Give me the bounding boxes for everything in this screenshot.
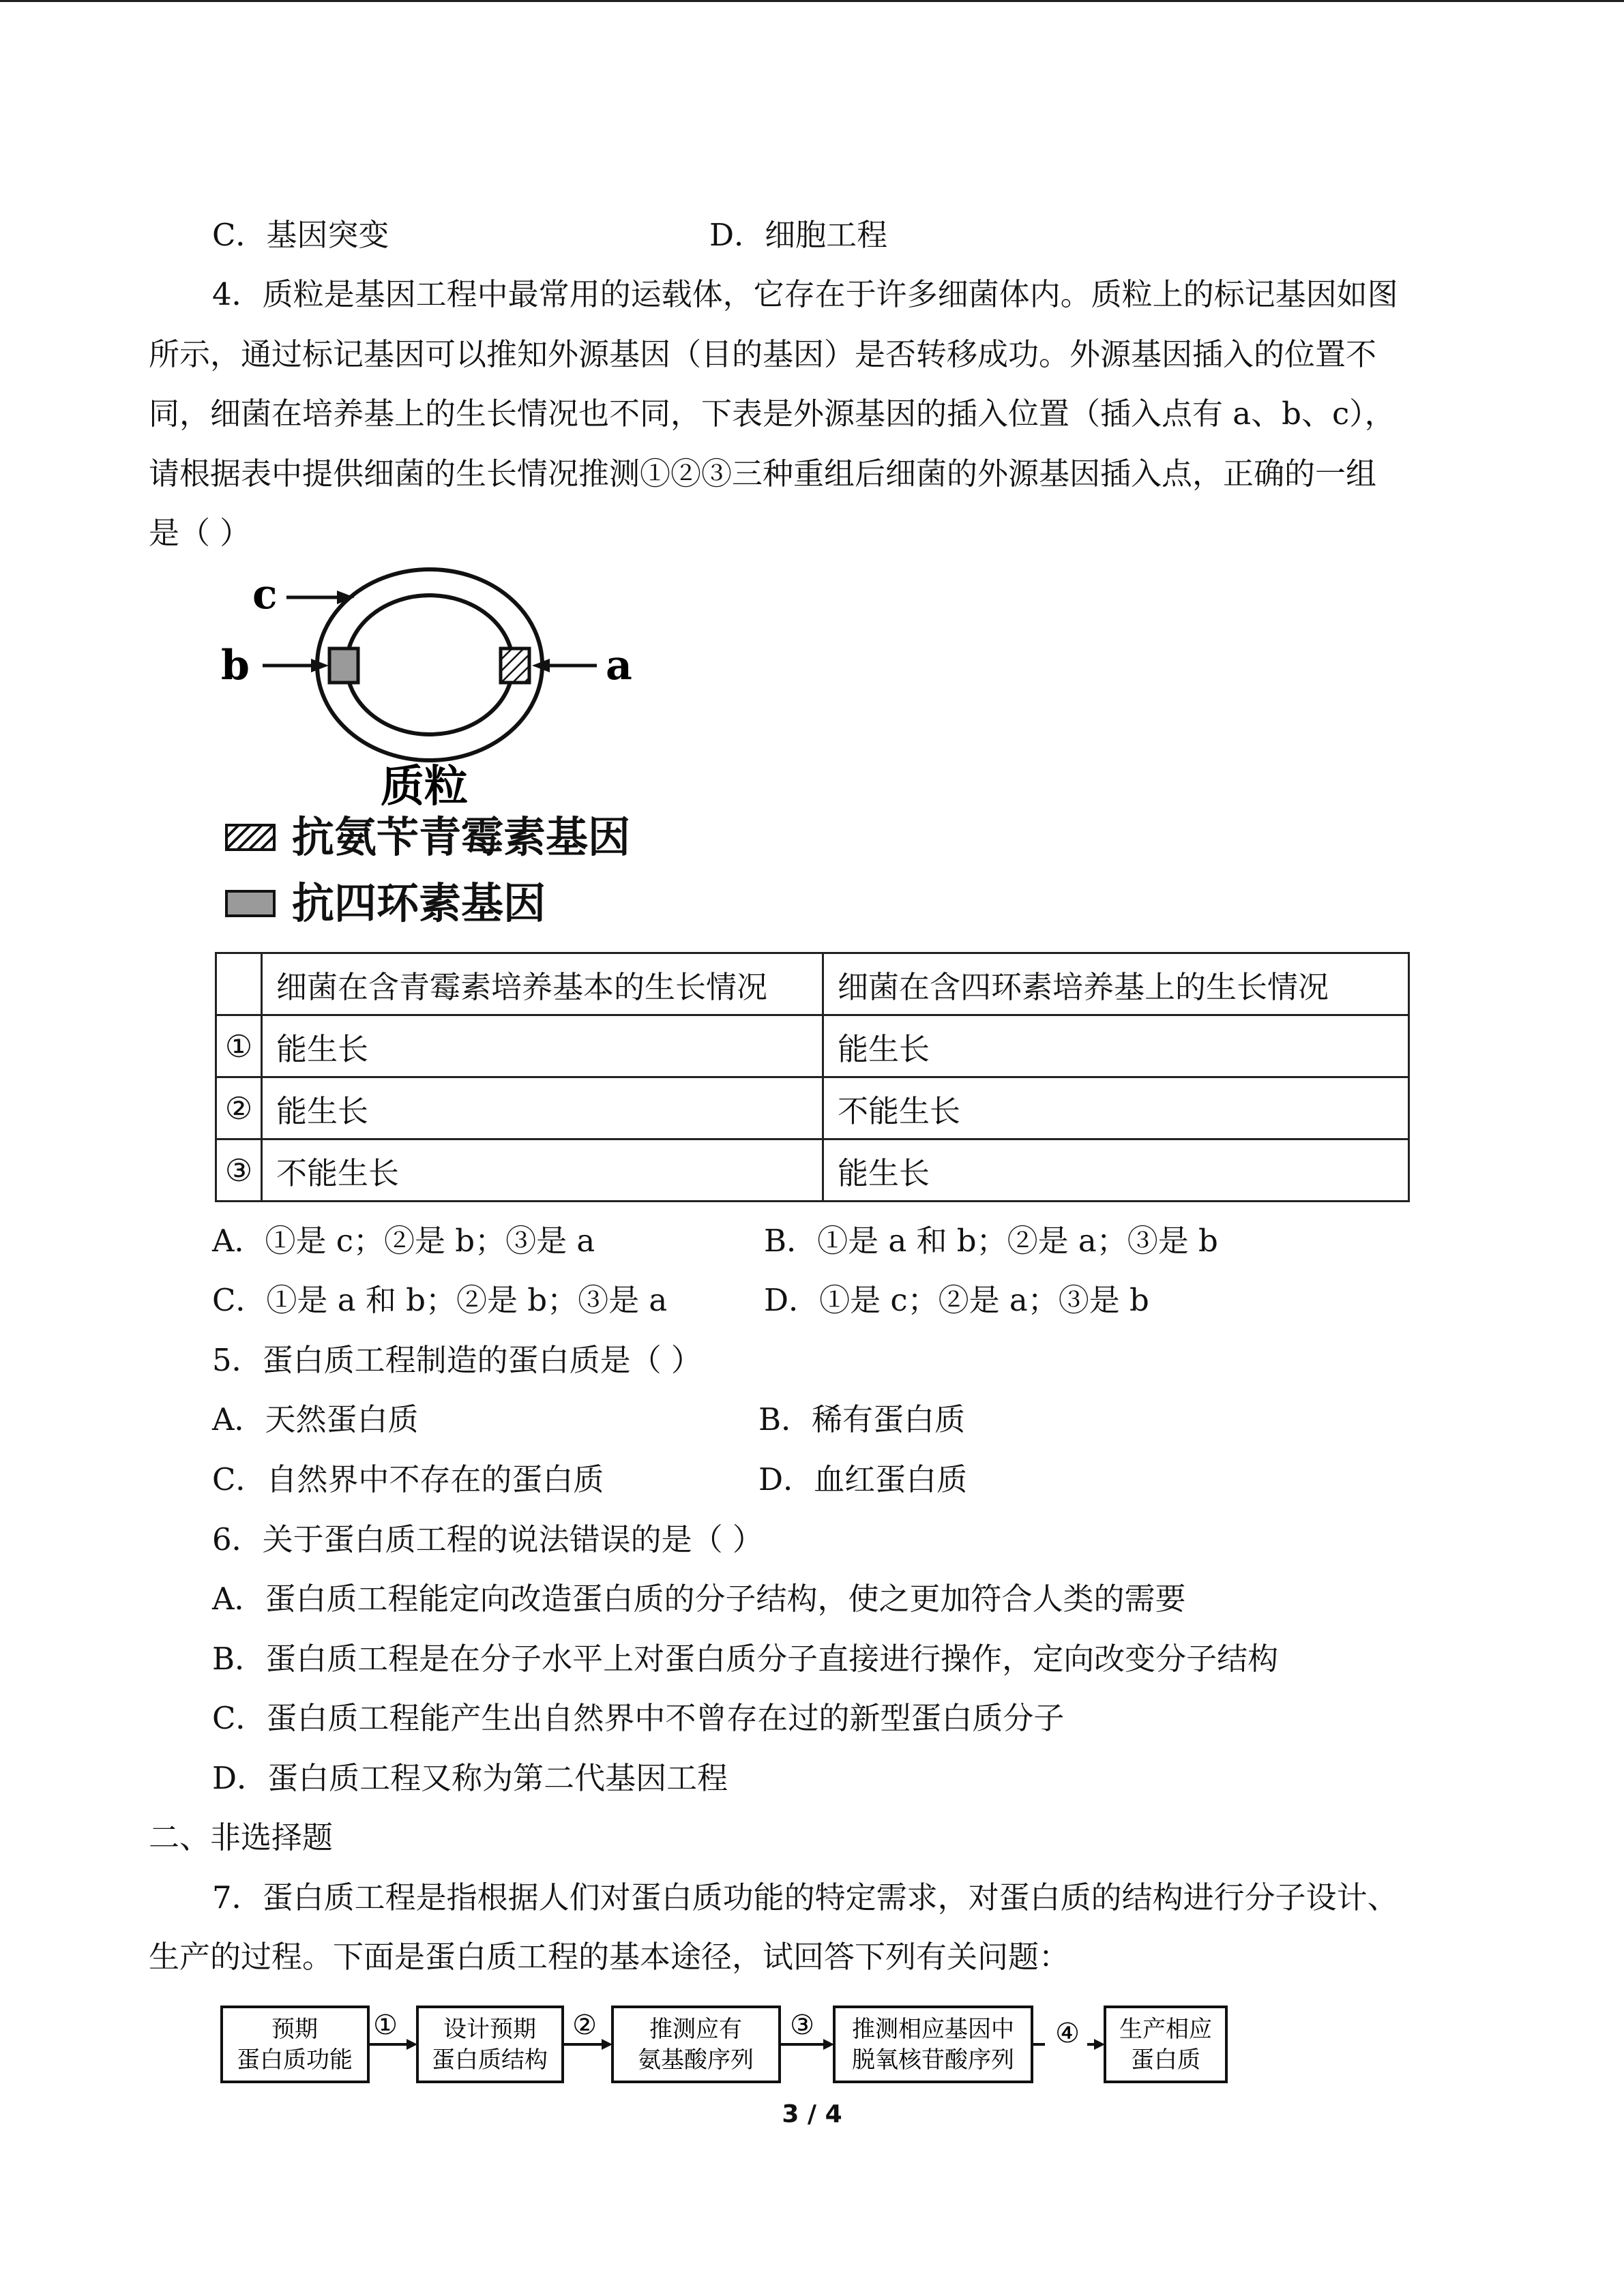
legend-tetracycline xyxy=(225,876,546,931)
flow-box-5-line-2: 蛋白质 xyxy=(1131,2046,1200,2074)
table-cell: 不能生长 xyxy=(262,1139,823,1202)
table-header-cell: 细菌在含青霉素培养基本的生长情况 xyxy=(262,953,823,1015)
legend-ampicillin xyxy=(225,810,630,865)
gray-swatch xyxy=(225,890,276,917)
table-cell: 能生长 xyxy=(262,1015,823,1077)
top-border-line xyxy=(0,0,1624,2)
section-heading: 二、非选择题 xyxy=(149,1819,334,1855)
flow-arrowhead-2 xyxy=(602,2039,612,2050)
q6-option-a: A．蛋白质工程能定向改造蛋白质的分子结构，使之更加符合人类的需要 xyxy=(212,1581,1186,1617)
legend-ampicillin-label: 抗氨苄青霉素基因 xyxy=(292,812,631,862)
table-header-row xyxy=(216,953,1409,1015)
label-a: a xyxy=(606,642,632,689)
table-row xyxy=(216,1015,1409,1077)
q5-option-c: C．自然界中不存在的蛋白质 xyxy=(212,1461,604,1497)
q4-stem-line-2: 所示，通过标记基因可以推知外源基因（目的基因）是否转移成功。外源基因插入的位置不 xyxy=(149,336,1377,372)
q6-option-c: C．蛋白质工程能产生出自然界中不曾存在过的新型蛋白质分子 xyxy=(212,1700,1065,1736)
flow-box-4-line-1: 推测相应基因中 xyxy=(852,2016,1014,2043)
q3-option-d: D．细胞工程 xyxy=(709,217,888,253)
flow-box-1-line-1: 预期 xyxy=(271,2016,318,2043)
q4-stem-line-5: 是（ ） xyxy=(149,515,251,551)
flow-box-5-line-1: 生产相应 xyxy=(1119,2016,1212,2043)
flow-box-2-line-1: 设计预期 xyxy=(443,2016,536,2043)
flow-arrowhead-3 xyxy=(823,2039,834,2050)
q3-option-c: C．基因突变 xyxy=(212,217,389,253)
q7-stem-line-1: 7．蛋白质工程是指根据人们对蛋白质功能的特定需求，对蛋白质的结构进行分子设计、 xyxy=(212,1879,1398,1915)
q5-option-b: B．稀有蛋白质 xyxy=(758,1401,966,1437)
q4-stem-line-3: 同，细菌在培养基上的生长情况也不同，下表是外源基因的插入位置（插入点有 a、b、c）， xyxy=(149,396,1396,432)
q4-option-b: B．①是 a 和 b；②是 a；③是 b xyxy=(764,1223,1218,1259)
table-cell: 能生长 xyxy=(823,1139,1409,1202)
table-cell: ③ xyxy=(216,1139,262,1202)
q4-stem-line-1: 4．质粒是基因工程中最常用的运载体，它存在于许多细菌体内。质粒上的标记基因如图 xyxy=(212,276,1398,312)
flow-box-3-line-1: 推测应有 xyxy=(649,2016,742,2043)
ampicillin-resistance-gene-segment xyxy=(501,648,529,683)
table-row xyxy=(216,1139,1409,1202)
label-b: b xyxy=(221,642,250,689)
table-cell: 能生长 xyxy=(823,1015,1409,1077)
flow-arrowhead-4 xyxy=(1094,2039,1105,2050)
q6-option-d: D．蛋白质工程又称为第二代基因工程 xyxy=(212,1760,728,1796)
table-cell: ① xyxy=(216,1015,262,1077)
q6-stem: 6．关于蛋白质工程的说法错误的是（ ） xyxy=(212,1521,763,1557)
label-c: c xyxy=(252,571,278,618)
flow-box-4-line-2: 脱氧核苷酸序列 xyxy=(852,2046,1014,2074)
table-row xyxy=(216,1077,1409,1139)
page-number: 3 / 4 xyxy=(782,2100,842,2128)
q5-option-d: D．血红蛋白质 xyxy=(758,1461,968,1497)
flow-box-1-line-2: 蛋白质功能 xyxy=(237,2046,353,2074)
q5-option-a: A．天然蛋白质 xyxy=(212,1401,419,1437)
growth-table xyxy=(215,952,1410,1202)
flow-step-2: ② xyxy=(572,2010,597,2041)
protein-engineering-flowchart xyxy=(218,2001,1241,2087)
flow-box-2-line-2: 蛋白质结构 xyxy=(432,2046,548,2074)
table-header-cell xyxy=(216,953,262,1015)
q4-option-d: D．①是 c；②是 a；③是 b xyxy=(764,1282,1149,1318)
hatch-swatch xyxy=(225,824,276,851)
flow-step-4: ④ xyxy=(1055,2018,1080,2049)
q4-option-c: C．①是 a 和 b；②是 b；③是 a xyxy=(212,1282,668,1318)
flow-box-3-line-2: 氨基酸序列 xyxy=(638,2046,754,2074)
flow-step-1: ① xyxy=(373,2010,398,2041)
tetracycline-resistance-gene-segment xyxy=(329,648,358,683)
q4-option-a: A．①是 c；②是 b；③是 a xyxy=(212,1223,595,1259)
q7-stem-line-2: 生产的过程。下面是蛋白质工程的基本途径，试回答下列有关问题： xyxy=(149,1939,1070,1975)
table-cell: ② xyxy=(216,1077,262,1139)
table-cell: 不能生长 xyxy=(823,1077,1409,1139)
plasmid-inner-ring xyxy=(346,595,513,734)
table-cell: 能生长 xyxy=(262,1077,823,1139)
flow-step-3: ③ xyxy=(790,2010,814,2041)
q5-stem: 5．蛋白质工程制造的蛋白质是（ ） xyxy=(212,1342,702,1378)
legend-tetracycline-label: 抗四环素基因 xyxy=(292,878,546,928)
plasmid-diagram xyxy=(211,566,730,921)
plasmid-caption: 质粒 xyxy=(381,762,468,812)
q4-stem-line-4: 请根据表中提供细菌的生长情况推测①②③三种重组后细菌的外源基因插入点，正确的一组 xyxy=(149,456,1377,492)
flow-arrowhead-1 xyxy=(407,2039,417,2050)
table-header-cell: 细菌在含四环素培养基上的生长情况 xyxy=(823,953,1409,1015)
q6-option-b: B．蛋白质工程是在分子水平上对蛋白质分子直接进行操作，定向改变分子结构 xyxy=(212,1641,1279,1677)
